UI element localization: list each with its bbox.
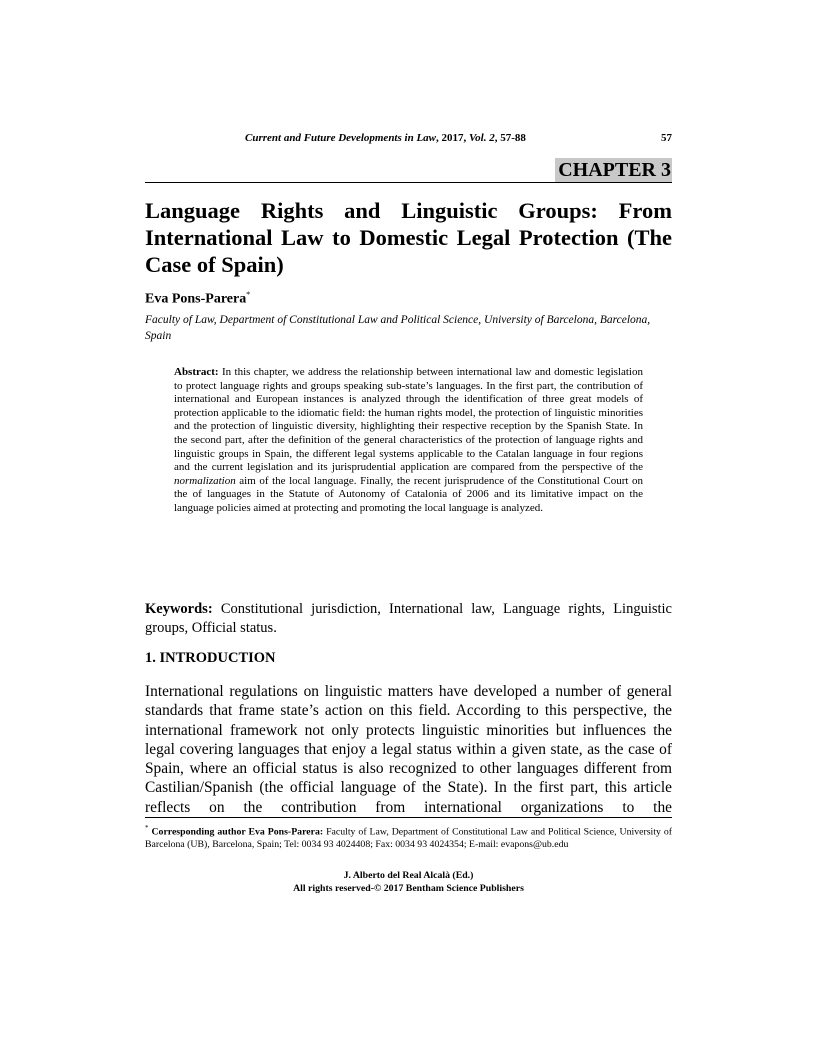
journal-title: Current and Future Developments in Law — [245, 132, 437, 144]
journal-volume: Vol. 2 — [469, 132, 495, 144]
chapter-label: CHAPTER 3 — [555, 158, 672, 182]
footnote — [145, 822, 672, 852]
chapter-divider — [145, 182, 672, 183]
footnote-marker: * — [145, 824, 149, 832]
author-name — [145, 290, 250, 308]
page-number: 57 — [661, 132, 672, 144]
introduction-paragraph: International regulations on linguistic matters have developed a number of general standards that frame state’s action on this field. According to this perspective, the international framework not only protects linguistic minorities but influences the legal covering languages that enjoy a legal status within a given state, as the case of Spain, where an official status is also recognized to other languages different from Castilian/Spanish (the official language of the State). In the first part, this article reflects on the contribution from international organizations to the — [145, 683, 672, 816]
running-head — [145, 132, 672, 148]
abstract-text-part2: aim of the local language. Finally, the recent jurisprudence of the Constitutional Court on the of languages in the Statute of Autonomy of Catalonia of 2006 and its limitative impact on the language policies aimed at protecting and promoting the local language is analyzed. — [174, 474, 643, 514]
rights-line: All rights reserved-© 2017 Bentham Science Publishers — [293, 883, 524, 894]
footnote-text: Faculty of Law, Department of Constitutional Law and Political Science, University of Barcelona (UB), Barcelona, Spain; Tel: 0034 93 4024408; Fax: 0034 93 4024354; E-mail: evapons@ub.edu — [145, 826, 673, 851]
journal-year: , 2017, — [436, 132, 470, 144]
abstract-text-part1: In this chapter, we address the relationship between international law and domestic legislation to protect language rights and groups speaking sub-state’s languages. In the first part, the contribution of international and European instances is analyzed through the identification of three great models of protection applicable to the idiomatic field: the human rights model, the protection of linguistic minorities and the protection of linguistic diversity, highlighting their respective reception by the Spanish State. In the second part, after the definition of the general characteristics of the protection of language rights and linguistic groups in Spain, the different legal systems applicable to the Catalan language in four regions and the current legislation and its jurisprudential application are compared from the perspective of the — [174, 366, 643, 474]
abstract-emphasis: normalization — [174, 474, 236, 487]
editor-line: J. Alberto del Real Alcalà (Ed.) — [343, 870, 474, 881]
publisher-info — [145, 869, 672, 895]
keywords — [145, 600, 672, 638]
author-affiliation: Faculty of Law, Department of Constitutional Law and Political Science, University of Barcelona, Barcelona, Spain — [145, 314, 651, 342]
section-heading-introduction: 1. INTRODUCTION — [145, 650, 276, 666]
journal-pages: , 57-88 — [494, 132, 526, 144]
keywords-text: Constitutional jurisdiction, International law, Language rights, Linguistic groups, Official status. — [145, 601, 672, 636]
author-marker: * — [246, 290, 251, 299]
abstract — [174, 366, 643, 516]
journal-citation — [245, 132, 526, 144]
chapter-title: Language Rights and Linguistic Groups: From International Law to Domestic Legal Protection (The Case of Spain) — [145, 198, 672, 277]
keywords-label: Keywords: — [145, 601, 213, 617]
abstract-label: Abstract: — [174, 366, 219, 378]
author-name-text: Eva Pons-Parera — [145, 291, 247, 307]
footnote-label: Corresponding author Eva Pons-Parera: — [151, 826, 324, 838]
footnote-divider — [145, 817, 672, 818]
